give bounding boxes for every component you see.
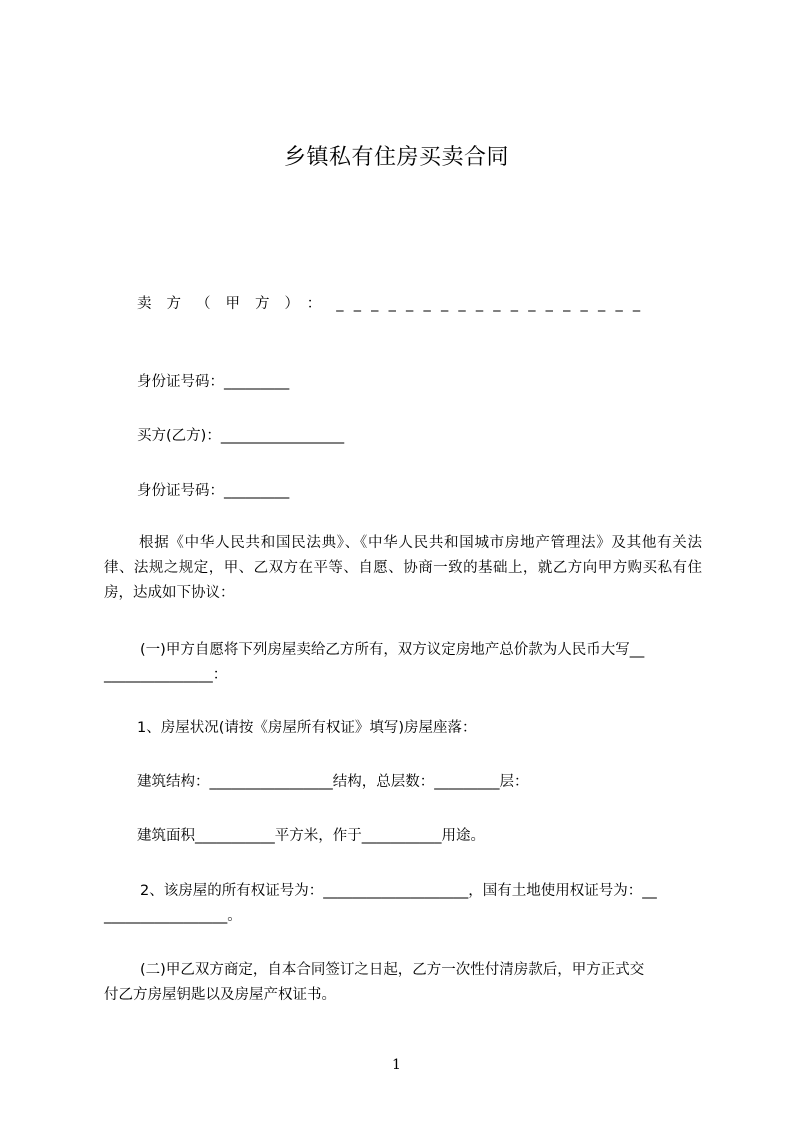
document-title: 乡镇私有住房买卖合同 (283, 145, 509, 170)
page-number: 1 (392, 1057, 401, 1073)
seller-blank: __________________ (336, 296, 651, 312)
intro-paragraph: 根据《中华人民共和国民法典》、《中华人民共和国城市房地产管理法》及其他有关法律、法规之规定，甲、乙双方在平等、自愿、协商一致的基础上，就乙方向甲方购买私有住房，达成如下协议： (104, 535, 702, 601)
item-1-line: 1、房屋状况(请按《房屋所有权证》填写)房屋座落： (137, 720, 477, 736)
clause-2-line2: 付乙方房屋钥匙以及房屋产权证书。 (104, 987, 336, 1003)
seller-id-line: 身份证号码：_________ (137, 374, 290, 390)
item-2-line1: 2、该房屋的所有权证号为：____________________，国有土地使用权证号为：__ (140, 883, 657, 899)
buyer-line: 买方(乙方)：_________________ (137, 428, 345, 444)
clause-1-line1: (一)甲方自愿将下列房屋卖给乙方所有，双方议定房地产总价款为人民币大写__ (140, 642, 645, 658)
clause-1-line2: _______________： (104, 667, 228, 683)
seller-label: 卖方（甲方）： (137, 296, 337, 312)
item-2-line2: _________________。 (104, 908, 242, 924)
buyer-id-line: 身份证号码：_________ (137, 483, 290, 499)
structure-line: 建筑结构：_________________结构，总层数：_________层： (137, 774, 529, 790)
seller-line (137, 294, 703, 314)
area-line: 建筑面积___________平方米，作于___________用途。 (137, 828, 485, 844)
clause-2-line1: (二)甲乙双方商定，自本合同签订之日起，乙方一次性付清房款后，甲方正式交 (140, 962, 645, 978)
